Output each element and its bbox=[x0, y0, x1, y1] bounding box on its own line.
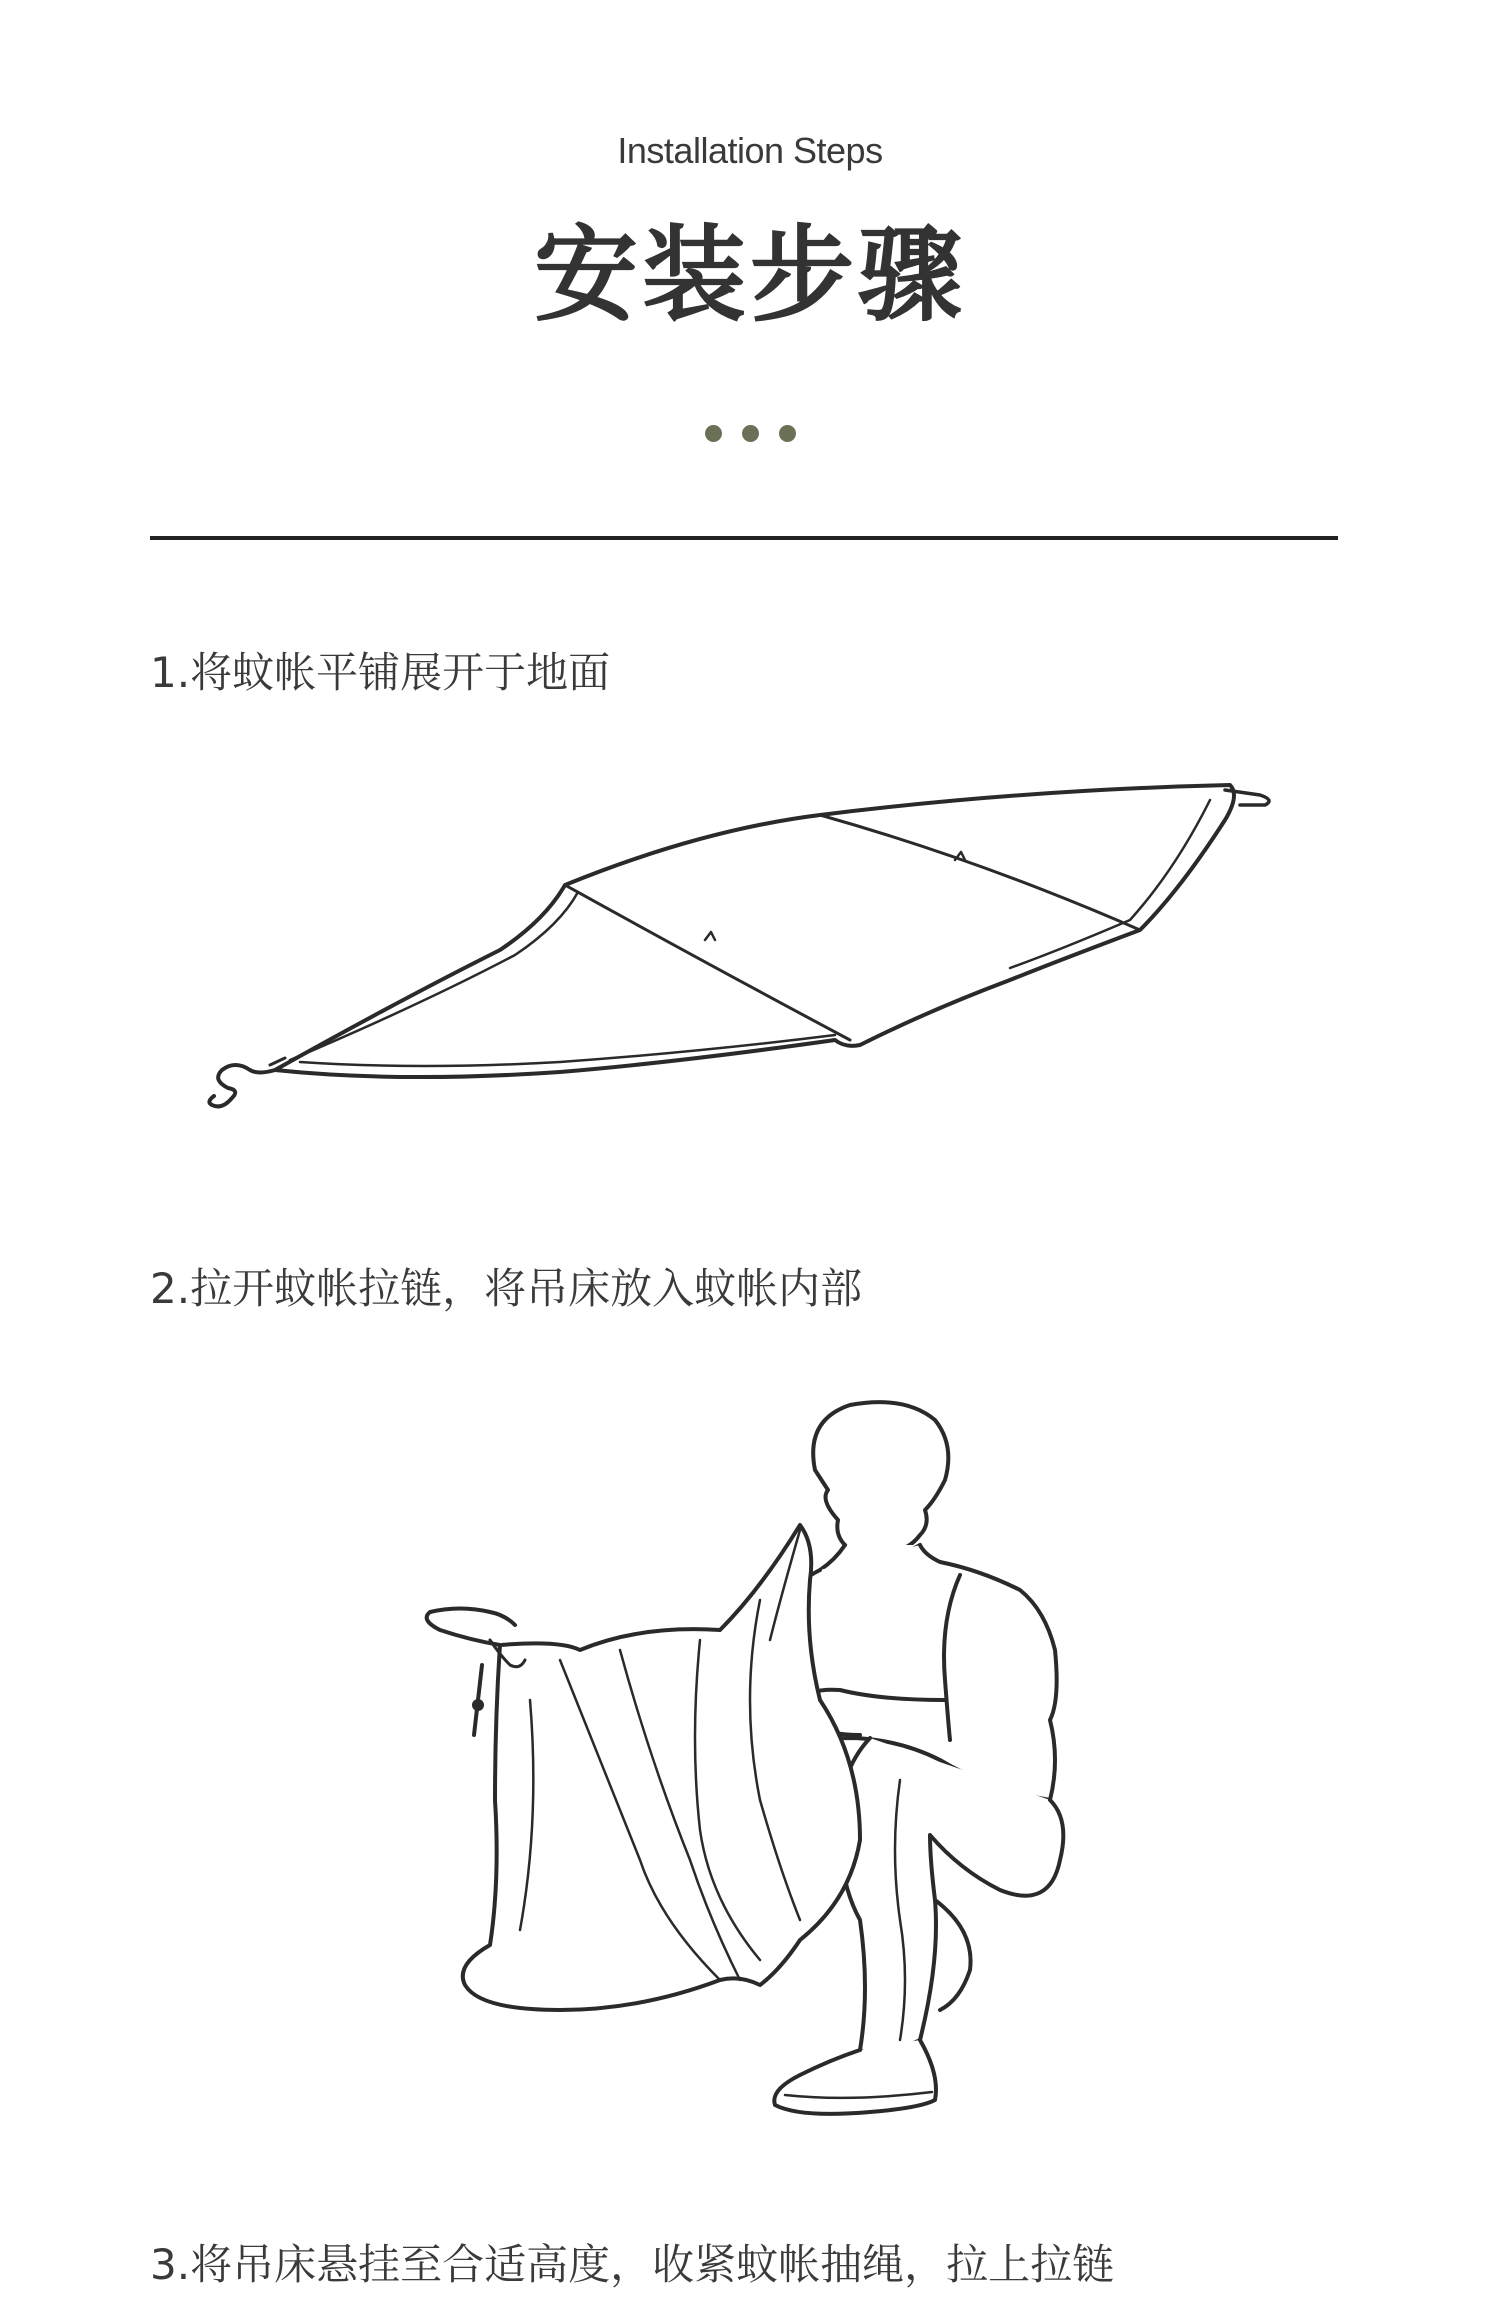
dot-icon bbox=[705, 425, 722, 442]
section-divider bbox=[150, 536, 1338, 540]
dot-icon bbox=[742, 425, 759, 442]
dot-icon bbox=[779, 425, 796, 442]
step-2-label: 2.拉开蚊帐拉链，将吊床放入蚊帐内部 bbox=[150, 1264, 863, 1313]
step-1-label: 1.将蚊帐平铺展开于地面 bbox=[150, 648, 611, 697]
decorative-dots bbox=[0, 425, 1500, 442]
page-title: 安装步骤 bbox=[533, 214, 966, 336]
subtitle-english: Installation Steps bbox=[617, 130, 883, 171]
person-inserting-hammock-illustration bbox=[0, 1380, 1500, 2120]
flat-mosquito-net-illustration bbox=[0, 760, 1500, 1140]
step-3-label: 3.将吊床悬挂至合适高度，收紧蚊帐抽绳，拉上拉链 bbox=[150, 2240, 1115, 2289]
